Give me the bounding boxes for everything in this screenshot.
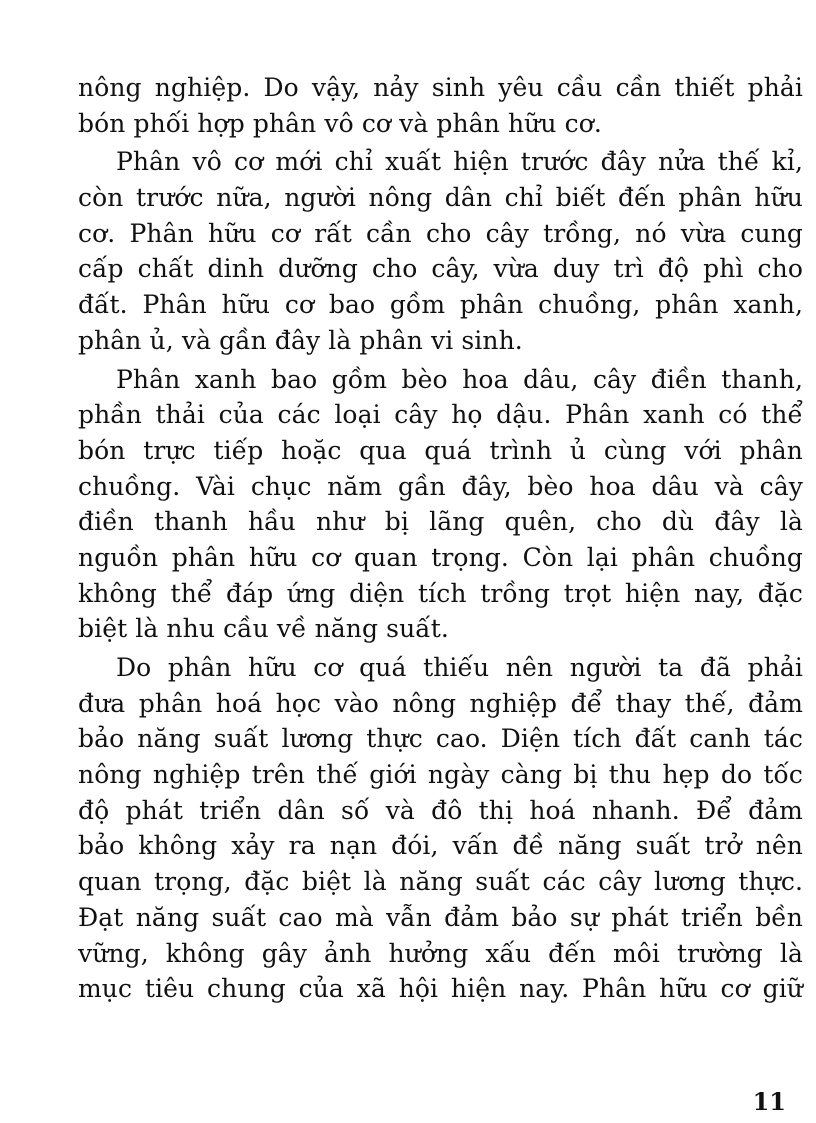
text-line: mục tiêu chung của xã hội hiện nay. Phân hữu cơ giữ [78, 974, 803, 1004]
text-line: nguồn phân hữu cơ quan trọng. Còn lại phân chuồng [78, 542, 803, 572]
text-line: không thể đáp ứng diện tích trồng trọt hiện nay, đặc [78, 578, 803, 608]
text-line: cấp chất dinh dưỡng cho cây, vừa duy trì độ phì cho [78, 254, 803, 284]
text-line: bón trực tiếp hoặc qua quá trình ủ cùng với phân [78, 435, 803, 465]
text-line: đất. Phân hữu cơ bao gồm phân chuồng, phân xanh, [78, 290, 803, 320]
text-line: phần thải của các loại cây họ dậu. Phân xanh có thể [78, 400, 803, 430]
text-line: Phân vô cơ mới chỉ xuất hiện trước đây nửa thế kỉ, [116, 147, 803, 177]
text-line: bảo năng suất lương thực cao. Diện tích đất canh tác [78, 724, 803, 754]
text-line: bảo không xảy ra nạn đói, vấn đề năng suất trở nên [78, 831, 803, 861]
text-line: nông nghiệp trên thế giới ngày càng bị thu hẹp do tốc [78, 760, 803, 790]
text-line: cơ. Phân hữu cơ rất cần cho cây trồng, nó vừa cung [78, 218, 803, 248]
text-line: vững, không gây ảnh hưởng xấu đến môi trường là [78, 938, 803, 968]
text-line: quan trọng, đặc biệt là năng suất các cây lương thực. [78, 867, 803, 897]
text-line: chuồng. Vài chục năm gần đây, bèo hoa dâu và cây [78, 471, 803, 501]
paragraph [78, 144, 803, 358]
text-line: Do phân hữu cơ quá thiếu nên người ta đã phải [116, 653, 803, 682]
paragraph [78, 650, 803, 1007]
text-line: độ phát triển dân số và đô thị hoá nhanh. Để đảm [78, 795, 803, 825]
text-line: Phân xanh bao gồm bèo hoa dâu, cây điền thanh, [116, 364, 803, 394]
text-line: Đạt năng suất cao mà vẫn đảm bảo sự phát triển bền [78, 902, 803, 932]
text-line: bón phối hợp phân vô cơ và phân hữu cơ. [78, 108, 602, 138]
text-line: biệt là nhu cầu về năng suất. [78, 614, 449, 644]
text-line: còn trước nữa, người nông dân chỉ biết đến phân hữu [78, 183, 803, 213]
page-number: 11 [752, 1087, 786, 1116]
paragraph [78, 70, 803, 141]
text-line: đưa phân hoá học vào nông nghiệp để thay thế, đảm [78, 688, 803, 718]
text-line: nông nghiệp. Do vậy, nảy sinh yêu cầu cần thiết phải [78, 73, 803, 102]
paragraph [78, 362, 803, 648]
page-body [78, 70, 803, 1070]
text-line: điền thanh hầu như bị lãng quên, cho dù đây là [78, 507, 803, 537]
text-line: phân ủ, và gần đây là phân vi sinh. [78, 325, 523, 355]
